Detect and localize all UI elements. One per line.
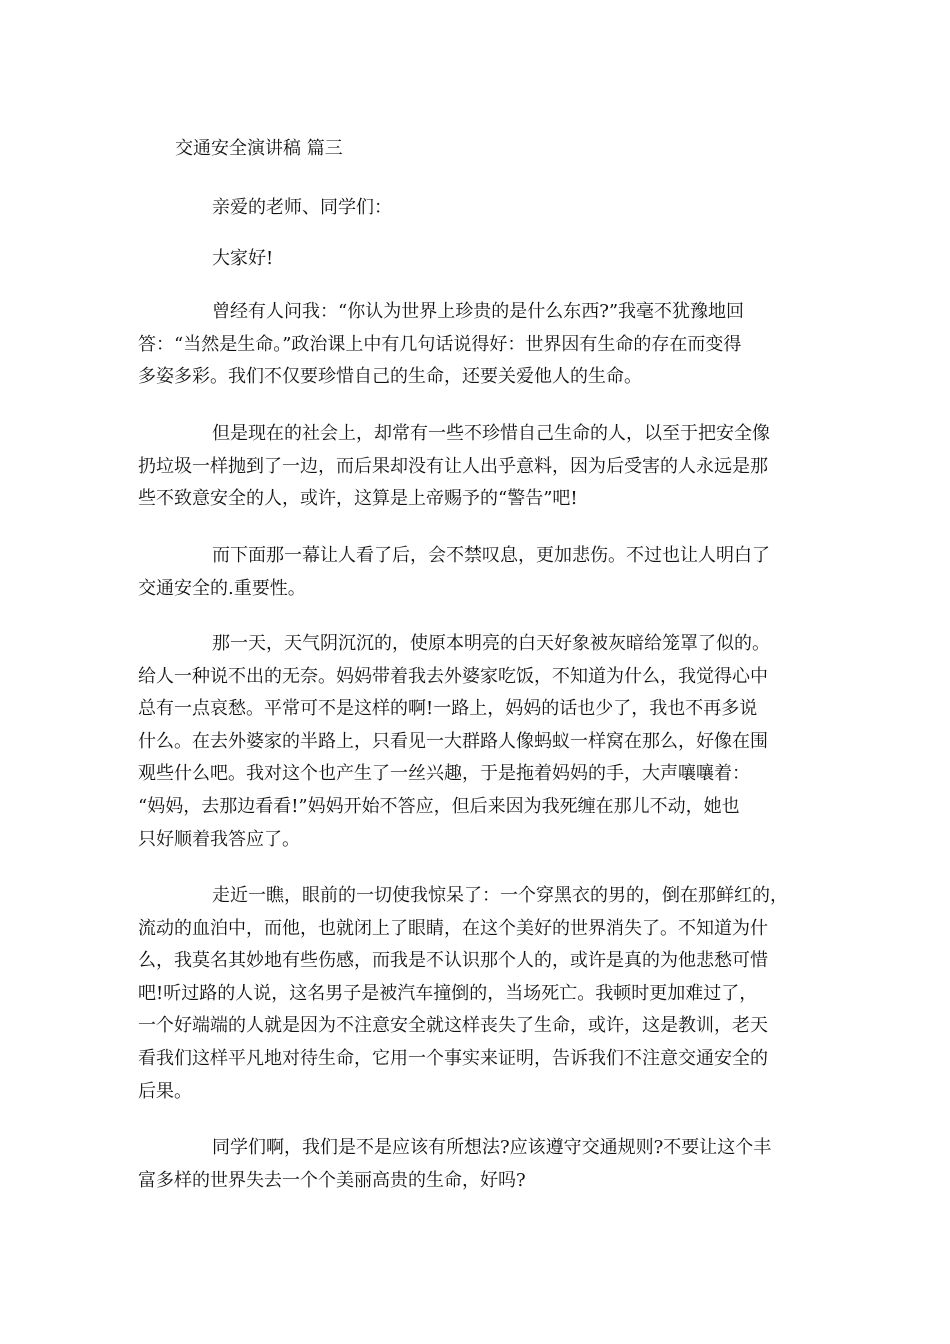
body-paragraph [138, 540, 818, 605]
body-paragraph [138, 296, 818, 394]
closing-paragraph [138, 1132, 818, 1197]
paragraph-line: 吧!听过路的人说，这名男子是被汽车撞倒的，当场死亡。我顿时更加难过了， [138, 982, 758, 1004]
paragraph-line: 扔垃圾一样抛到了一边，而后果却没有让人出乎意料，因为后受害的人永远是那 [138, 455, 768, 477]
paragraph-line: 多姿多彩。我们不仅要珍惜自己的生命，还要关爱他人的生命。 [138, 366, 642, 388]
paragraph-line: 曾经有人问我：“你认为世界上珍贵的是什么东西?”我毫不犹豫地回 [212, 301, 745, 322]
body-paragraph [138, 880, 818, 1108]
paragraph-line: 大家好! [212, 248, 274, 269]
greeting-paragraph [138, 243, 818, 276]
document-title: 交通安全演讲稿 篇三 [175, 138, 343, 159]
paragraph-line: 同学们啊，我们是不是应该有所想法?应该遵守交通规则?不要让这个丰 [212, 1137, 772, 1158]
paragraph-line: 总有一点哀愁。平常可不是这样的啊!一路上，妈妈的话也少了，我也不再多说 [138, 698, 758, 720]
body-paragraph [138, 418, 818, 516]
paragraph-line: 些不致意安全的人，或许，这算是上帝赐予的“警告”吧! [138, 488, 578, 510]
paragraph-line: 答：“当然是生命。”政治课上中有几句话说得好：世界因有生命的存在而变得 [138, 333, 742, 355]
paragraph-line: “妈妈，去那边看看!”妈妈开始不答应，但后来因为我死缠在那儿不动，她也 [138, 795, 740, 817]
paragraph-line: 亲爱的老师、同学们： [212, 197, 392, 218]
paragraph-line: 只好顺着我答应了。 [138, 828, 300, 850]
paragraph-line: 富多样的世界失去一个个美丽高贵的生命，好吗? [138, 1169, 526, 1191]
body-paragraph [138, 628, 818, 856]
paragraph-line: 看我们这样平凡地对待生命，它用一个事实来证明，告诉我们不注意交通安全的 [138, 1047, 768, 1069]
paragraph-line: 观些什么吧。我对这个也产生了一丝兴趣，于是拖着妈妈的手，大声嚷嚷着： [138, 763, 750, 785]
paragraph-line: 走近一瞧，眼前的一切使我惊呆了：一个穿黑衣的男的，倒在那鲜红的， [212, 885, 788, 906]
paragraph-line: 那一天，天气阴沉沉的，使原本明亮的白天好象被灰暗给笼罩了似的。 [212, 633, 770, 654]
paragraph-line: 但是现在的社会上，却常有一些不珍惜自己生命的人，以至于把安全像 [212, 423, 770, 444]
paragraph-line: 什么。在去外婆家的半路上，只看见一大群路人像蚂蚁一样窝在那么，好像在围 [138, 730, 768, 752]
paragraph-line: 而下面那一幕让人看了后，会不禁叹息，更加悲伤。不过也让人明白了 [212, 545, 770, 566]
paragraph-line: 给人一种说不出的无奈。妈妈带着我去外婆家吃饭，不知道为什么，我觉得心中 [138, 665, 768, 687]
paragraph-line: 流动的血泊中，而他，也就闭上了眼睛，在这个美好的世界消失了。不知道为什 [138, 917, 768, 939]
salutation-paragraph [138, 192, 818, 225]
paragraph-line: 么，我莫名其妙地有些伤感，而我是不认识那个人的，或许是真的为他悲愁可惜 [138, 950, 768, 972]
paragraph-line: 后果。 [138, 1080, 192, 1102]
paragraph-line: 一个好端端的人就是因为不注意安全就这样丧失了生命，或许，这是教训，老天 [138, 1015, 768, 1037]
paragraph-line: 交通安全的.重要性。 [138, 577, 306, 599]
